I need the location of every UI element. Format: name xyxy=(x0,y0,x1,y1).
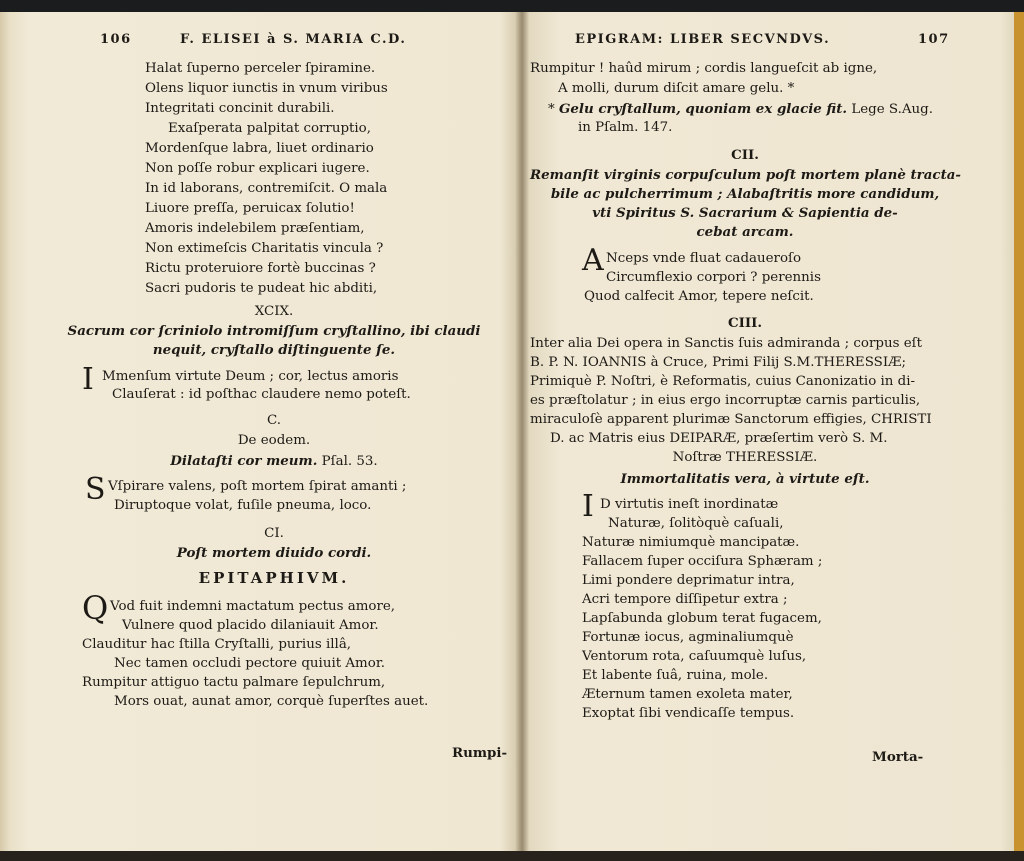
text-line: Liuore preſſa, peruicax ſolutio! xyxy=(145,201,355,216)
text-line: Fortunæ iocus, agminaliumquè xyxy=(582,630,794,645)
text-line: A molli, durum diſcit amare gelu. * xyxy=(558,81,795,96)
left-page xyxy=(30,20,518,840)
text-line: Integritati concinit durabili. xyxy=(145,101,335,116)
note-italic: Gelu cryſtallum, quoniam ex glacie fit. xyxy=(558,101,848,117)
text-line: Rictu proteruiore fortè buccinas ? xyxy=(145,261,376,276)
right-page xyxy=(530,20,998,840)
drop-cap-s: S xyxy=(85,472,106,507)
marginal-note xyxy=(548,100,933,119)
reference-italic: Dilataſti cor meum. xyxy=(170,453,318,469)
text-line: Vſpirare valens, poſt mortem ſpirat amanti ; xyxy=(108,479,407,494)
left-page-number: 106 xyxy=(100,32,132,47)
text-line: Rumpitur attiguo tactu palmare ſepulchrum, xyxy=(82,675,386,690)
drop-cap-a: A xyxy=(582,243,604,278)
epigram-title-cii: vti Spiritus S. Sacrarium & Sapientia de- xyxy=(592,205,898,221)
text-line: Amoris indelebilem præſentiam, xyxy=(145,221,365,236)
text-line: Quod calfecit Amor, tepere neſcit. xyxy=(584,289,814,304)
prose-line: Inter alia Dei opera in Sanctis ſuis admiranda ; corpus eſt xyxy=(530,336,922,351)
epigram-title-xcix-1: Sacrum cor ſcriniolo intromiſſum cryſtallino, ibi claudi xyxy=(67,323,481,339)
epigram-subtitle-c: De eodem. xyxy=(237,433,311,448)
text-line: Acri tempore diſſipetur extra ; xyxy=(582,592,788,607)
text-line: Mordenſque labra, liuet ordinario xyxy=(145,141,374,156)
text-line: Circumflexio corpori ? perennis xyxy=(606,270,821,285)
epigram-title-xcix-2: nequit, cryſtallo diſtinguente ſe. xyxy=(152,342,396,358)
text-line: Mmenſum virtute Deum ; cor, lectus amoris xyxy=(102,369,399,384)
text-line: Clauſerat : id poſthac claudere nemo poteſt. xyxy=(112,387,411,402)
epigram-title-ciii: Immortalitatis vera, à virtute eſt. xyxy=(620,471,870,487)
scan-bottom-edge xyxy=(0,851,1024,861)
catchword-left: Rumpi- xyxy=(452,745,508,761)
text-line: D virtutis ineſt inordinatæ xyxy=(600,497,779,512)
epigram-number-ci: CI. xyxy=(264,526,284,541)
text-line: Clauditur hac ſtilla Cryſtalli, purius illâ, xyxy=(82,637,352,652)
drop-cap-i-right: I xyxy=(582,489,594,524)
scan-right-edge xyxy=(1014,12,1024,851)
text-line: Exoptat ſibi vendicaſſe tempus. xyxy=(582,706,795,721)
text-line: Non extimeſcis Charitatis vincula ? xyxy=(145,241,384,256)
text-line: Lapſabunda globum terat fugacem, xyxy=(582,611,822,626)
catchword-right: Morta- xyxy=(872,749,924,765)
epigram-title-ci: Poſt mortem diuido cordi. xyxy=(176,545,372,561)
epigram-number-xcix: XCIX. xyxy=(254,304,294,319)
right-page-number: 107 xyxy=(918,32,950,47)
left-header xyxy=(30,20,518,50)
text-line: in Pſalm. 147. xyxy=(578,120,673,135)
right-running-head: EPIGRAM: LIBER SECVNDVS. xyxy=(575,32,831,47)
epigram-title-cii: Remanſit virginis corpuſculum poſt mortem planè tracta- xyxy=(530,167,961,183)
text-line: Sacri pudoris te pudeat hic abditi, xyxy=(145,281,378,296)
text-line: Mors ouat, aunat amor, corquè ſuperſtes auet. xyxy=(114,694,429,709)
prose-line: B. P. N. IOANNIS à Cruce, Primi Filij S.M.THERESSIÆ; xyxy=(530,355,907,370)
epitaph-heading: EPITAPHIVM. xyxy=(198,569,350,587)
text-line: Olens liquor iunctis in vnum viribus xyxy=(145,81,388,96)
drop-cap-i: I xyxy=(82,362,94,397)
text-line: Non poſſe robur explicari iugere. xyxy=(145,161,370,176)
epigram-number-cii: CII. xyxy=(731,147,759,163)
text-line: Et labente ſuâ, ruina, mole. xyxy=(582,668,769,683)
epigram-title-cii: cebat arcam. xyxy=(696,224,794,240)
right-header xyxy=(530,20,998,50)
prose-line: D. ac Matris eius DEIPARÆ, præſertim verò S. M. xyxy=(550,431,888,446)
note-asterisk: * xyxy=(548,102,555,117)
text-line: Vulnere quod placido dilaniauit Amor. xyxy=(122,618,379,633)
text-line: Fallacem ſuper occiſura Sphæram ; xyxy=(582,554,823,569)
note-reference: Lege S.Aug. xyxy=(851,102,933,117)
epigram-number-ciii: CIII. xyxy=(727,315,763,331)
text-line: Nceps vnde fluat cadaueroſo xyxy=(606,251,802,266)
text-line: In id laborans, contremiſcit. O mala xyxy=(145,181,388,196)
text-line: Vod fuit indemni mactatum pectus amore, xyxy=(110,599,396,614)
text-line: Rumpitur ! haûd mirum ; cordis langueſcit ab igne, xyxy=(530,61,878,76)
text-line: Naturæ, ſolitòquè caſuali, xyxy=(608,516,784,531)
text-line: Limi pondere deprimatur intra, xyxy=(582,573,795,588)
epigram-title-cii: bile ac pulcherrimum ; Alabaſtritis more candidum, xyxy=(550,186,940,202)
drop-cap-q: Q xyxy=(82,589,109,627)
epigram-reference-c xyxy=(30,452,518,471)
text-line: Nec tamen occludi pectore quiuit Amor. xyxy=(114,656,386,671)
scan-top-edge xyxy=(0,0,1024,12)
prose-line: miraculoſè apparent plurimæ Sanctorum effigies, CHRISTI xyxy=(530,412,932,427)
text-line: Æternum tamen exoleta mater, xyxy=(582,687,793,702)
prose-centre-line: Noſtræ THERESSIÆ. xyxy=(672,450,818,465)
prose-line: es præſtolatur ; in eius ergo incorruptæ carnis particulis, xyxy=(530,393,921,408)
left-running-head: F. ELISEI à S. MARIA C.D. xyxy=(180,32,407,47)
text-line: Halat ſuperno perceler ſpiramine. xyxy=(145,61,376,76)
prose-line: Primiquè P. Noſtri, è Reformatis, cuius Canonizatio in di- xyxy=(530,374,916,389)
text-line: Ventorum rota, caſuumquè luſus, xyxy=(582,649,807,664)
epigram-number-c: C. xyxy=(266,413,282,428)
text-line: Exaſperata palpitat corruptio, xyxy=(168,121,372,136)
text-line: Diruptoque volat, fuſile pneuma, loco. xyxy=(114,498,372,513)
text-line: Naturæ nimiumquè mancipatæ. xyxy=(582,535,800,550)
reference-psalm: Pſal. 53. xyxy=(321,454,378,469)
